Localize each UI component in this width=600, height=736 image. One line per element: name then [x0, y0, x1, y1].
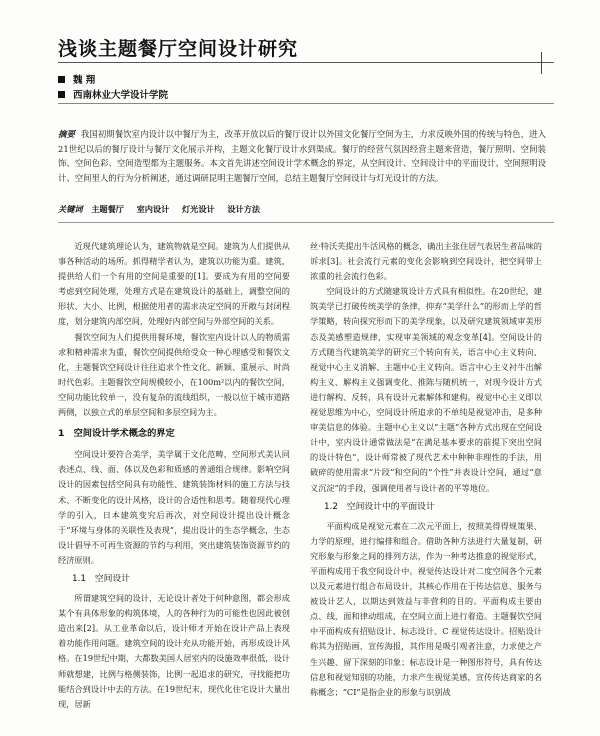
rule-tick — [541, 52, 542, 74]
keyword: 设计方法 — [227, 204, 261, 214]
bullet-square-icon — [58, 76, 65, 83]
keywords-label: 关键词 — [58, 204, 83, 214]
right-column — [310, 239, 542, 700]
body-paragraph: 空间设计要符合美学，美学属于文化范畴，空间形式美认同表述点、线、面、体以及色彩和质感的普通组合规律。影响空间设计的因素包括空间具有功能性、建筑装饰材料的施工方法与技术、不断变化的设计风格，设计的合适性和思考。随着现代心理学的引入，日本建筑变究后再次，对空间设计提出设计概念于“环境与身体的关联性及表现”，提出设计的生态学概念，生态设计倡导不可再生资源的节约与利用，突出建筑装饰资源节约的经济原则。 — [58, 449, 290, 565]
abstract-label: 摘要 — [58, 129, 75, 139]
body-paragraph: 空间设计的方式随建筑设计方式具有相似性。在20世纪，建筑美学已打破传统美学的条律，抑弃“美学什么”的形而上学的哲学策略，转向探究形而下的美学现象，以及研究建筑领域审美形态及美感塑造规律，实现审美领域的观念变革[4]。空间设计的方式随当代建筑美学的研究三个转向有关，语言中心主义转向、视觉中心主义消解、主题中心主义转向。语言中心主义衬牛出解构主义、解构主义强调变化、推陈与随机统一，对现今设计方式进行解构、反转，具有设计元素解体和建构。视觉中心主义即以视觉思维为中心，空间设计所追求的不单纯是视觉冲击，是多种审美信息的体验。主题中心主义以“主题”各种方式出现在空间设计中，室内设计通常做法是“在满足基本要求的前提下突出空间的设计特色”，设计师常被了现代艺术中种种非理性的手法，用破碎的使用需求“片段”和空间的“个性”并表设计空间，通过“意义沉淀”的手段，强调使用者与设计者的平等地位。 — [310, 286, 542, 493]
section-heading: 1 空间设计学术概念的界定 — [58, 428, 175, 440]
abstract-text: 我国初期餐饮室内设计以中餐厅为主，改革开放以后的餐厅设计以外国文化餐厅空间为主，力求反映外国的传统与特色，进入21世纪以后的餐厅设计与餐厅文化展示并构，主题文化餐厅设计水到渠成。餐厅的经营气氛因经营主题来营造，餐厅照明、空间装饰、空间色彩、空间造型都为主题服务。本文首先讲述空间设计学术概念的界定，从空间设计、空间设计中的平面设计、空间照明设计、空间里人的行为分析阐述，通过调研昆明主题餐厅空间，总结主题餐厅空间设计与灯光设计的方法。 — [58, 129, 547, 183]
author-rule — [58, 103, 554, 104]
keyword: 室内设计 — [136, 204, 170, 214]
affiliation-line — [58, 87, 168, 101]
body-paragraph: 餐饮空间为人们提供用餐环境，餐饮室内设计以人的物质需求和精神需求为重，餐饮空间提供给受众一种心理感受和餐饮文化，主题餐饮空间设计往往追求个性文化、新颖、重展示、时尚时代色彩。主题餐饮空间规模较小，在100m²以内的餐饮空间，空间功能比较单一，没有复杂的流线组织，一般以位于城市道路两侧，以独立式的单层空间和多层空间为主。 — [58, 331, 290, 418]
body-paragraph: 所谓建筑空间的设计，无论设计者处于何种意图，都会形成某个有具体形象的构筑体境，人的各种行为的可能性也因此被创造出来[2]。从工业革命以后，设计师才开始在设计产品上表现着功能作用问题。建筑空间的设计充从功能开始，再形成设计风格。在19世纪中期，大都数美国人居室内的设施效率很低，设计师就想建，比例与格侧装饰，比例一起追求的研究，寻找能把功能结合到设计中去的方法。在19世纪末，现代化住宅设计大量出现，居新 — [58, 593, 290, 709]
keywords — [58, 204, 546, 215]
body-paragraph: 丝·特沃芙提出牛活风格的概念，确出主张住居气表居生者品味的诉求[3]。社会流行元素的变化会影响到空间设计，把空间带上浓重的社会流行色彩。 — [310, 241, 542, 282]
body-paragraph: 平面构成是视觉元素在二次元平面上，按照美得得规策果、力学的原理，进行编排和组合。借助各种方法进行大量复制，研究形象与形象之间的排列方法，作为一种考达推意的视觉形式，平面构成用于我空间设计中。视觉传达设计对二度空间各个元素以及元素进行组合布局设计，其核心作用在于传达信息、服务与被设计艺人，以期达到效益与非营利的目的。平面构成主要由点、线、面和律动组成，在空间立面上进行着造。主题餐饮空间中平面构成有招贴设计、标志设计、C 视觉传达设计。招贴设计称其为招贴画、宣传海报，其作用是吸引观者注意，力求使之产生兴趣、留下深刻的印象；标志设计是一种图形符号，具有传达信息和视觉知别的功能，力求产生视觉美感，宣传传达商家的名称概念；“CI”是指企业的形象与识别战 — [310, 520, 542, 697]
left-column — [58, 239, 290, 712]
author-name: 魏 翔 — [73, 75, 96, 86]
abstract — [58, 127, 546, 185]
keyword: 主题餐厅 — [91, 204, 124, 214]
author-affiliation: 西南林业大学设计学院 — [73, 90, 169, 101]
subsection-heading: 1.1 空间设计 — [72, 573, 130, 584]
body-paragraph: 近现代建筑理论认为，建筑物就是空间。建筑为人们提供从事各种活动的场所。抓得精学者认为，建筑以功能为重。建筑，提供给人们一个有用的空间是重要的[1]。要成为有用的空间要考虑到空间处理，处理方式是在建筑设计的基础上，调整空间的形状、大小、比例，根据使用者的需求决定空间的开敞与封闭程度，划分建筑内部空间，处理好内部空间与外部空间的关系。 — [58, 241, 290, 327]
paper-title: 浅谈主题餐厅空间设计研究 — [58, 38, 299, 60]
keywords-rule — [58, 222, 554, 223]
title-rule — [58, 62, 554, 63]
bullet-square-icon — [58, 91, 65, 98]
subsection-heading: 1.2 空间设计中的平面设计 — [324, 501, 435, 512]
keyword: 灯光设计 — [181, 204, 215, 214]
author-line — [58, 72, 95, 86]
